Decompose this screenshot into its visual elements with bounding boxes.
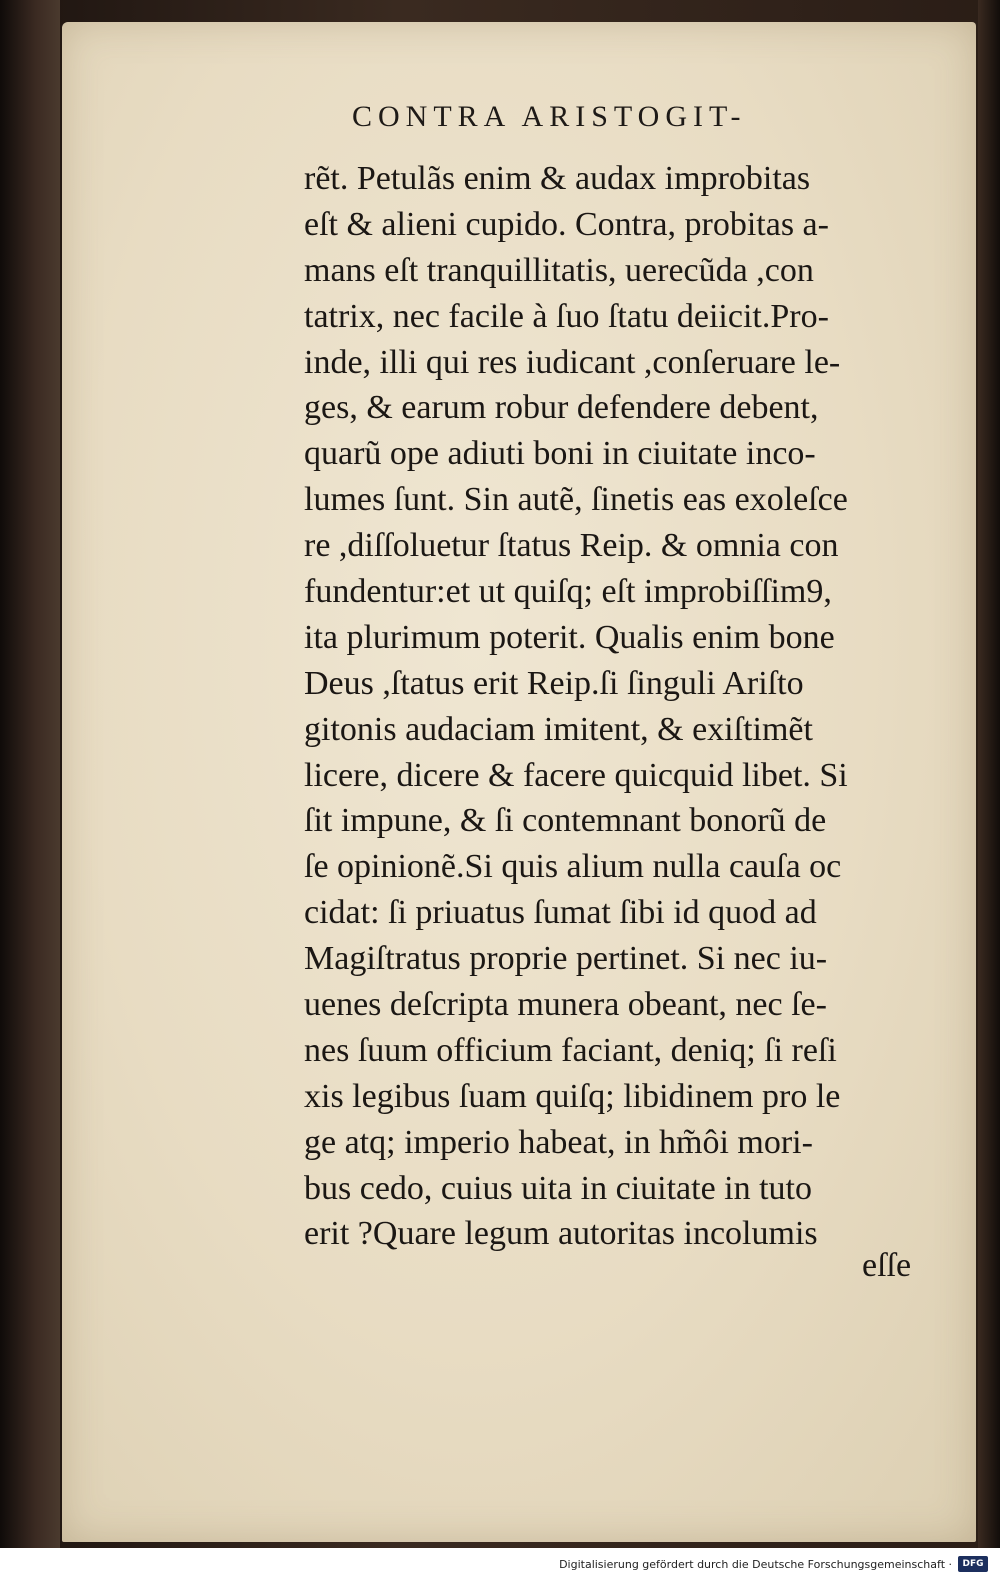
text-line: tatrix, nec facile à ſuo ſtatu deiicit.Pro- <box>304 297 829 335</box>
text-line: ita plurimum poterit. Qualis enim bone <box>304 618 835 656</box>
running-header: CONTRA ARISTOGIT- <box>352 100 747 133</box>
digitization-footer <box>0 1548 1000 1591</box>
text-line: ſe opinionẽ.Si quis alium nulla cauſa oc <box>304 848 842 886</box>
facing-page-edge <box>0 0 60 1560</box>
text-line: ge atq; imperio habeat, in hm̃ôi mori- <box>304 1123 813 1161</box>
text-line: quarũ ope adiuti boni in ciuitate inco- <box>304 435 816 473</box>
text-line: licere, dicere & facere quicquid libet. Si <box>304 756 848 794</box>
dfg-logo-icon: DFG <box>958 1556 988 1572</box>
text-line: erit ?Quare legum autoritas incolumis <box>304 1215 818 1253</box>
text-line: eſt & alieni cupido. Contra, probitas a- <box>304 205 829 243</box>
book-page <box>62 22 976 1542</box>
text-line: Magiſtratus proprie pertinet. Si nec iu- <box>304 940 828 978</box>
catchword: eſſe <box>862 1247 912 1284</box>
text-line: mans eſt tranquillitatis, uerecũda ,con <box>304 251 814 289</box>
text-line: rẽt. Petulãs enim & audax improbitas <box>304 160 811 197</box>
text-line: nes ſuum officium faciant, deniq; ſi reſi <box>304 1031 837 1069</box>
body-text <box>304 156 944 1257</box>
text-line: Deus ,ſtatus erit Reip.ſi ſinguli Ariſto <box>304 664 804 702</box>
text-line: xis legibus ſuam quiſq; libidinem pro le <box>304 1077 841 1115</box>
text-line: inde, illi qui res iudicant ,conſeruare le- <box>304 343 841 381</box>
text-line: fundentur:et ut quiſq; eſt improbiſſim9, <box>304 573 832 611</box>
text-line: ges, & earum robur defendere debent, <box>304 389 819 427</box>
text-line: cidat: ſi priuatus ſumat ſibi id quod ad <box>304 894 817 932</box>
text-line: uenes deſcripta munera obeant, nec ſe- <box>304 986 827 1024</box>
text-line: re ,diſſoluetur ſtatus Reip. & omnia con <box>304 527 839 565</box>
book-edge <box>978 0 1000 1560</box>
funding-credit: Digitalisierung gefördert durch die Deutsche Forschungsgemeinschaft · <box>559 1558 952 1571</box>
text-line: lumes ſunt. Sin autẽ, ſinetis eas exoleſce <box>304 481 848 519</box>
text-line: bus cedo, cuius uita in ciuitate in tuto <box>304 1169 813 1207</box>
text-line: ſit impune, & ſi contemnant bonorũ de <box>304 802 827 840</box>
text-line: gitonis audaciam imitent, & exiſtimẽt <box>304 710 813 748</box>
